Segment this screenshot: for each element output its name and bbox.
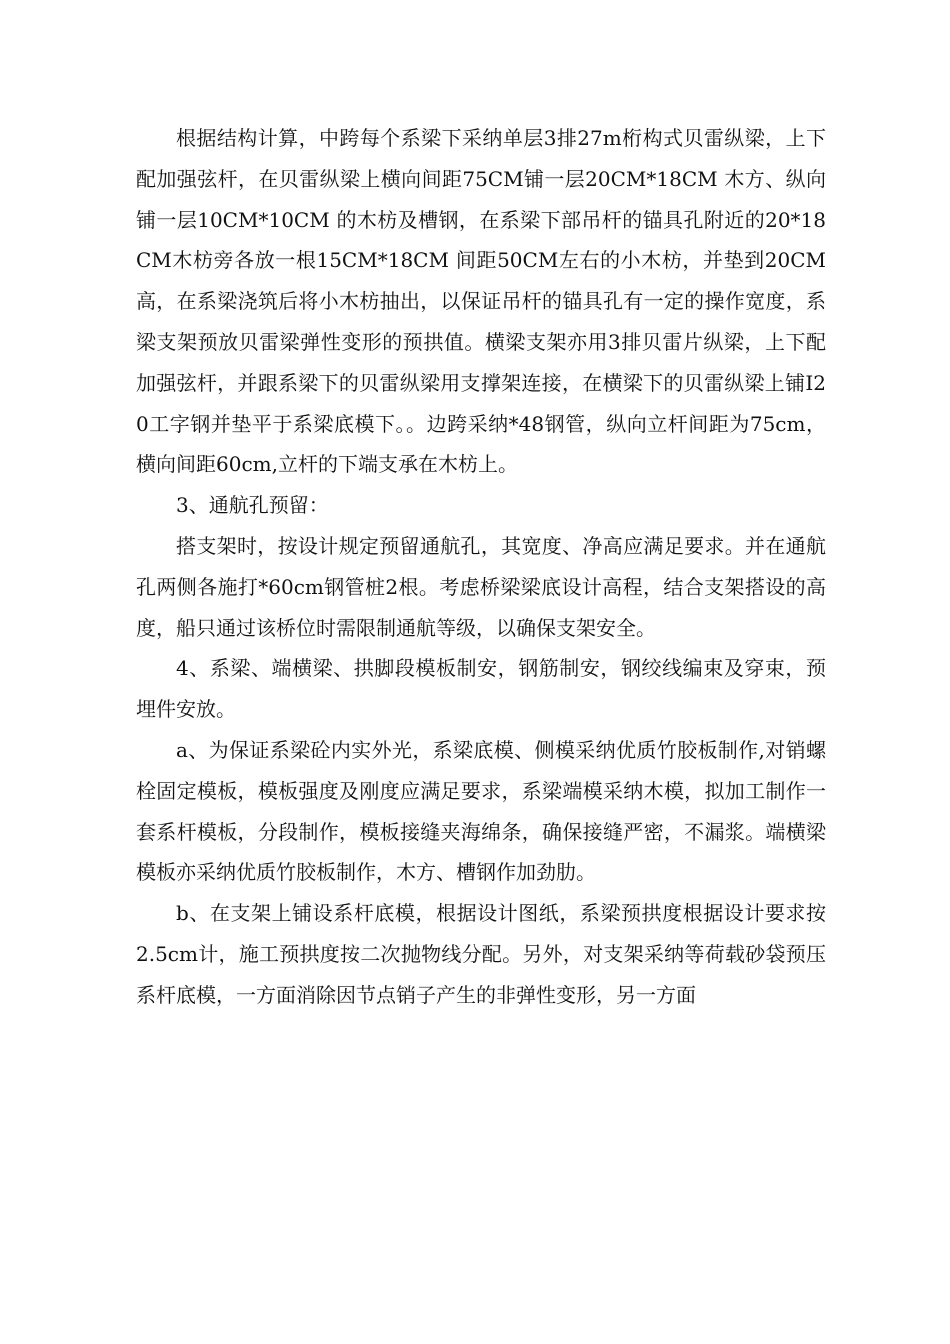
paragraph-item-b: b、在支架上铺设系杆底模，根据设计图纸，系梁预拱度根据设计要求按2.5cm计，施工预拱度按二次抛物线分配。另外，对支架采纳等荷载砂袋预压系杆底模，一方面消除因节点销子产生的非弹性变形，另一方面 xyxy=(136,901,826,1007)
paragraph-navigation-opening: 搭支架时，按设计规定预留通航孔，其宽度、净高应满足要求。并在通航孔两侧各施打*60cm钢管桩2根。考虑桥梁梁底设计高程，结合支架搭设的高度，船只通过该桥位时需限制通航等级，以确保支架安全。 xyxy=(136,533,826,640)
heading-navigation-opening: 3、通航孔预留： xyxy=(176,493,329,518)
paragraph-structure-calculation: 根据结构计算，中跨每个系梁下采纳单层3排27m桁构式贝雷纵梁，上下配加强弦杆，在贝雷纵梁上横向间距75CM铺一层20CM*18CM 木方、纵向铺一层10CM*10CM 的木枋及槽钢，在系梁下部吊杆的锚具孔附近的20*18CM木枋旁各放一根15CM*18CM 间距50CM左右的小木枋，并垫到20CM高，在系梁浇筑后将小木枋抽出，以保证吊杆的锚具孔有一定的操作宽度，系梁支架预放贝雷梁弹性变形的预拱值。横梁支架亦用3排贝雷片纵梁，上下配加强弦杆，并跟系梁下的贝雷纵梁用支撑架连接，在横梁下的贝雷纵梁上铺I20工字钢并垫平于系梁底模下。。边跨采纳*48钢管，纵向立杆间距为75cm，横向间距60cm,立杆的下端支承在木枋上。 xyxy=(136,126,826,477)
paragraph-item-a: a、为保证系梁砼内实外光，系梁底模、侧模采纳优质竹胶板制作,对销螺栓固定模板，模板强度及刚度应满足要求，系梁端模采纳木模，拟加工制作一套系杆模板，分段制作，模板接缝夹海绵条，确保接缝严密，不漏浆。端横梁模板亦采纳优质竹胶板制作，木方、槽钢作加劲肋。 xyxy=(136,737,826,885)
document-body xyxy=(136,118,826,1016)
heading-formwork-installation: 4、系梁、端横梁、拱脚段模板制安，钢筋制安，钢绞线编束及穿束，预埋件安放。 xyxy=(136,656,826,722)
